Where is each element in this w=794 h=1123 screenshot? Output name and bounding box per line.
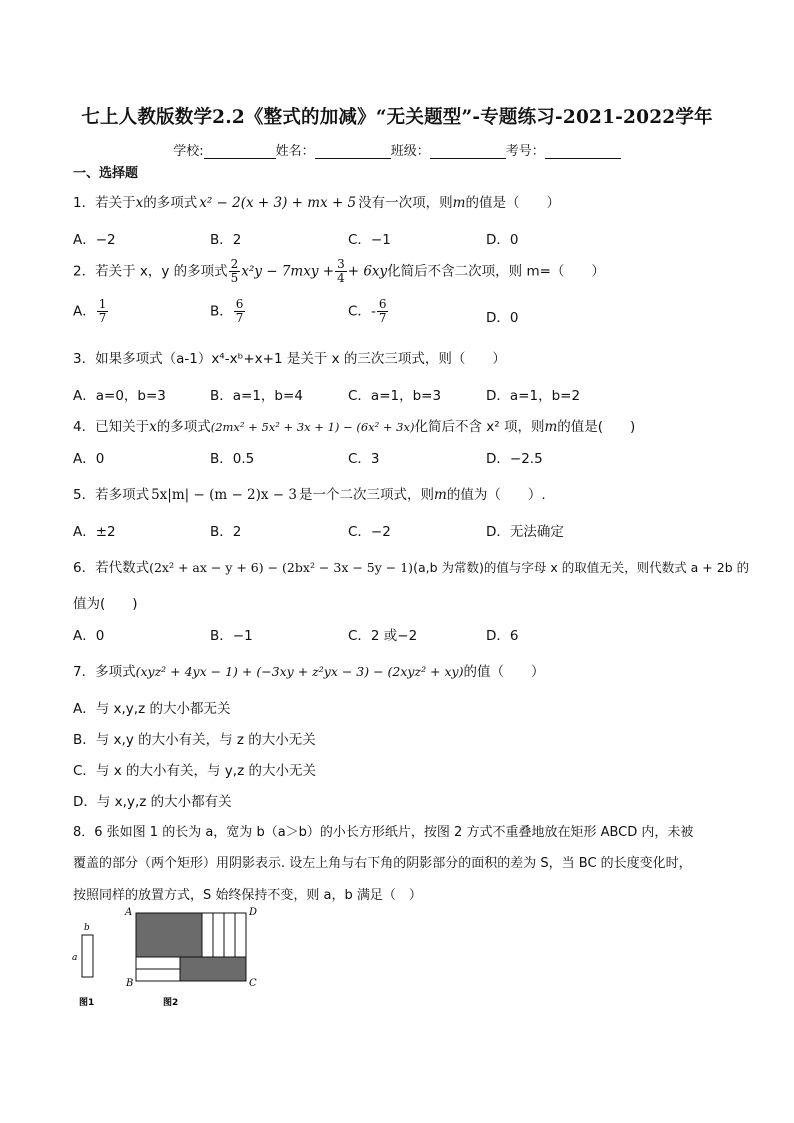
fig1-a-label: a	[72, 953, 78, 963]
number-blank[interactable]	[545, 144, 621, 159]
fig1-rectangle	[82, 935, 93, 977]
q2-fraction-1: $\frac{2}{5}$	[230, 257, 239, 285]
q4-option-c[interactable]: C．3	[348, 451, 380, 467]
question-6-line-2: 值为( )	[73, 596, 138, 612]
q1-expression: x² − 2(x + 3) + mx + 5	[199, 195, 357, 211]
question-1	[73, 191, 560, 211]
question-8-line-3: 按照同样的放置方式，S 始终保持不变，则 a，b 满足（ ）	[73, 888, 422, 903]
question-2	[73, 258, 605, 285]
q3-option-c[interactable]: C．a=1，b=3	[348, 388, 442, 404]
fig2-shaded-bottom-right	[180, 957, 246, 981]
q3-option-b[interactable]: B．a=1，b=4	[210, 388, 303, 404]
q4-option-a[interactable]: A．0	[73, 451, 105, 467]
q1-var2: m	[452, 195, 466, 211]
q4-option-b[interactable]: B．0.5	[210, 451, 255, 467]
q5-option-d[interactable]: D．无法确定	[486, 524, 564, 540]
q2-expression-2: + 6xy	[347, 263, 388, 280]
q6-option-a[interactable]: A．0	[73, 628, 105, 644]
class-label: 班级：	[390, 144, 430, 159]
q6-option-b[interactable]: B．−1	[210, 628, 253, 644]
school-blank[interactable]	[204, 144, 276, 159]
q5-option-b[interactable]: B．2	[210, 524, 242, 540]
fig2-shaded-top-left	[136, 913, 202, 957]
q4-end: 的值是( )	[557, 419, 636, 435]
q4-suffix: 化简后不含 x² 项，则	[414, 419, 545, 435]
q1-option-b[interactable]: B．2	[210, 232, 242, 248]
q7-option-c[interactable]: C．与 x 的大小有关，与 y,z 的大小无关	[73, 763, 316, 779]
fig2-label-a: A	[125, 907, 133, 918]
q6-option-c[interactable]: C．2 或−2	[348, 628, 418, 644]
q5-option-c[interactable]: C．−2	[348, 524, 391, 540]
q7-option-a[interactable]: A．与 x,y,z 的大小都无关	[73, 701, 231, 717]
fig1-caption: 图1	[79, 998, 95, 1008]
fig2-label-c: C	[249, 978, 257, 989]
question-8-line-1: 8．6 张如图 1 的长为 a，宽为 b（a＞b）的小长方形纸片，按图 2 方式不重叠地放在矩形 ABCD 内，未被	[73, 825, 694, 840]
question-8-line-2: 覆盖的部分（两个矩形）用阴影表示. 设左上角与右下角的阴影部分的面积的差为 S，当 BC 的长度变化时，	[73, 856, 692, 871]
q5-suffix: 是一个二次三项式，则	[299, 487, 435, 503]
q5-prefix: 5．若多项式	[73, 487, 150, 503]
q5-expression: 5x|m| − (m − 2)x − 3	[151, 487, 298, 503]
q2-prefix: 2．若关于 x，y 的多项式	[73, 263, 228, 280]
q2-option-a[interactable]: A． $\frac{1}{7}$	[73, 297, 107, 325]
student-info-line	[0, 140, 794, 159]
name-label: 姓名：	[275, 144, 315, 159]
q7-option-b[interactable]: B．与 x,y 的大小有关，与 z 的大小无关	[73, 732, 316, 748]
q1-option-a[interactable]: A．−2	[73, 232, 116, 248]
q4-option-d[interactable]: D．−2.5	[486, 451, 543, 467]
q5-end: 的值为（ ）.	[446, 487, 546, 503]
q2-option-b[interactable]: B． $\frac{6}{7}$	[210, 297, 244, 325]
question-7	[73, 660, 545, 680]
fig1-b-label: b	[84, 923, 90, 933]
q1-end: 的值是（ ）	[465, 195, 560, 211]
q4-var: x	[149, 419, 157, 435]
page-title: 七上人教版数学2.2《整式的加减》“无关题型”-专题练习-2021-2022学年	[81, 107, 713, 128]
q1-option-c[interactable]: C．−1	[348, 232, 391, 248]
fig2-label-b: B	[126, 978, 134, 989]
question-4	[73, 415, 635, 435]
q4-expression: (2mx² + 5x² + 3x + 1) − (6x² + 3x)	[210, 420, 415, 434]
q6-option-d[interactable]: D．6	[486, 628, 519, 644]
q2-option-d[interactable]: D．0	[486, 310, 519, 326]
q7-option-d[interactable]: D．与 x,y,z 的大小都有关	[73, 794, 232, 810]
school-label: 学校:	[173, 144, 204, 159]
q7-suffix: 的值（ ）	[463, 664, 545, 680]
question-3: 3．如果多项式（a-1）x⁴-xᵇ+x+1 是关于 x 的三次三项式，则（ ）	[73, 351, 506, 367]
question-6-line-1	[73, 556, 749, 576]
q4-var2: m	[544, 419, 558, 435]
q4-mid: 的多项式	[156, 419, 211, 435]
fig2-caption: 图2	[163, 998, 179, 1008]
q5-option-a[interactable]: A．±2	[73, 524, 116, 540]
q1-mid: 的多项式	[143, 195, 198, 211]
q1-prefix: 1．若关于	[73, 195, 136, 211]
q5-var: m	[434, 487, 447, 503]
q2-fraction-2: $\frac{3}{4}$	[337, 257, 345, 285]
q2-expression-1: x²y − 7mxy +	[241, 263, 335, 280]
q3-option-d[interactable]: D．a=1，b=2	[486, 388, 581, 404]
q6-suffix: (a,b 为常数)的值与字母 x 的取值无关，则代数式 a + 2b 的	[413, 560, 750, 575]
name-blank[interactable]	[315, 144, 391, 159]
q6-expression: (2x² + ax − y + 6) − (2bx² − 3x − 5y − 1)	[149, 560, 414, 575]
q4-prefix: 4．已知关于	[73, 419, 150, 435]
fig2-label-d: D	[249, 907, 258, 918]
q2-option-c[interactable]: C．- $\frac{6}{7}$	[348, 297, 387, 325]
figure-diagram	[66, 904, 276, 1014]
class-blank[interactable]	[430, 144, 506, 159]
q1-suffix: 没有一次项，则	[358, 195, 453, 211]
q7-expression: (xyz² + 4yx − 1) + (−3xy + z²yx − 3) − (2xyz² + xy)	[135, 664, 464, 679]
q1-var: x	[135, 195, 144, 211]
q7-prefix: 7．多项式	[73, 664, 136, 680]
q3-option-a[interactable]: A．a=0，b=3	[73, 388, 166, 404]
q6-prefix: 6．若代数式	[73, 560, 150, 576]
q2-suffix: 化简后不含二次项，则 m=（ ）	[387, 263, 605, 280]
section-heading: 一、选择题	[73, 166, 139, 181]
question-5	[73, 483, 546, 503]
q1-option-d[interactable]: D．0	[486, 232, 519, 248]
number-label: 考号：	[505, 144, 545, 159]
